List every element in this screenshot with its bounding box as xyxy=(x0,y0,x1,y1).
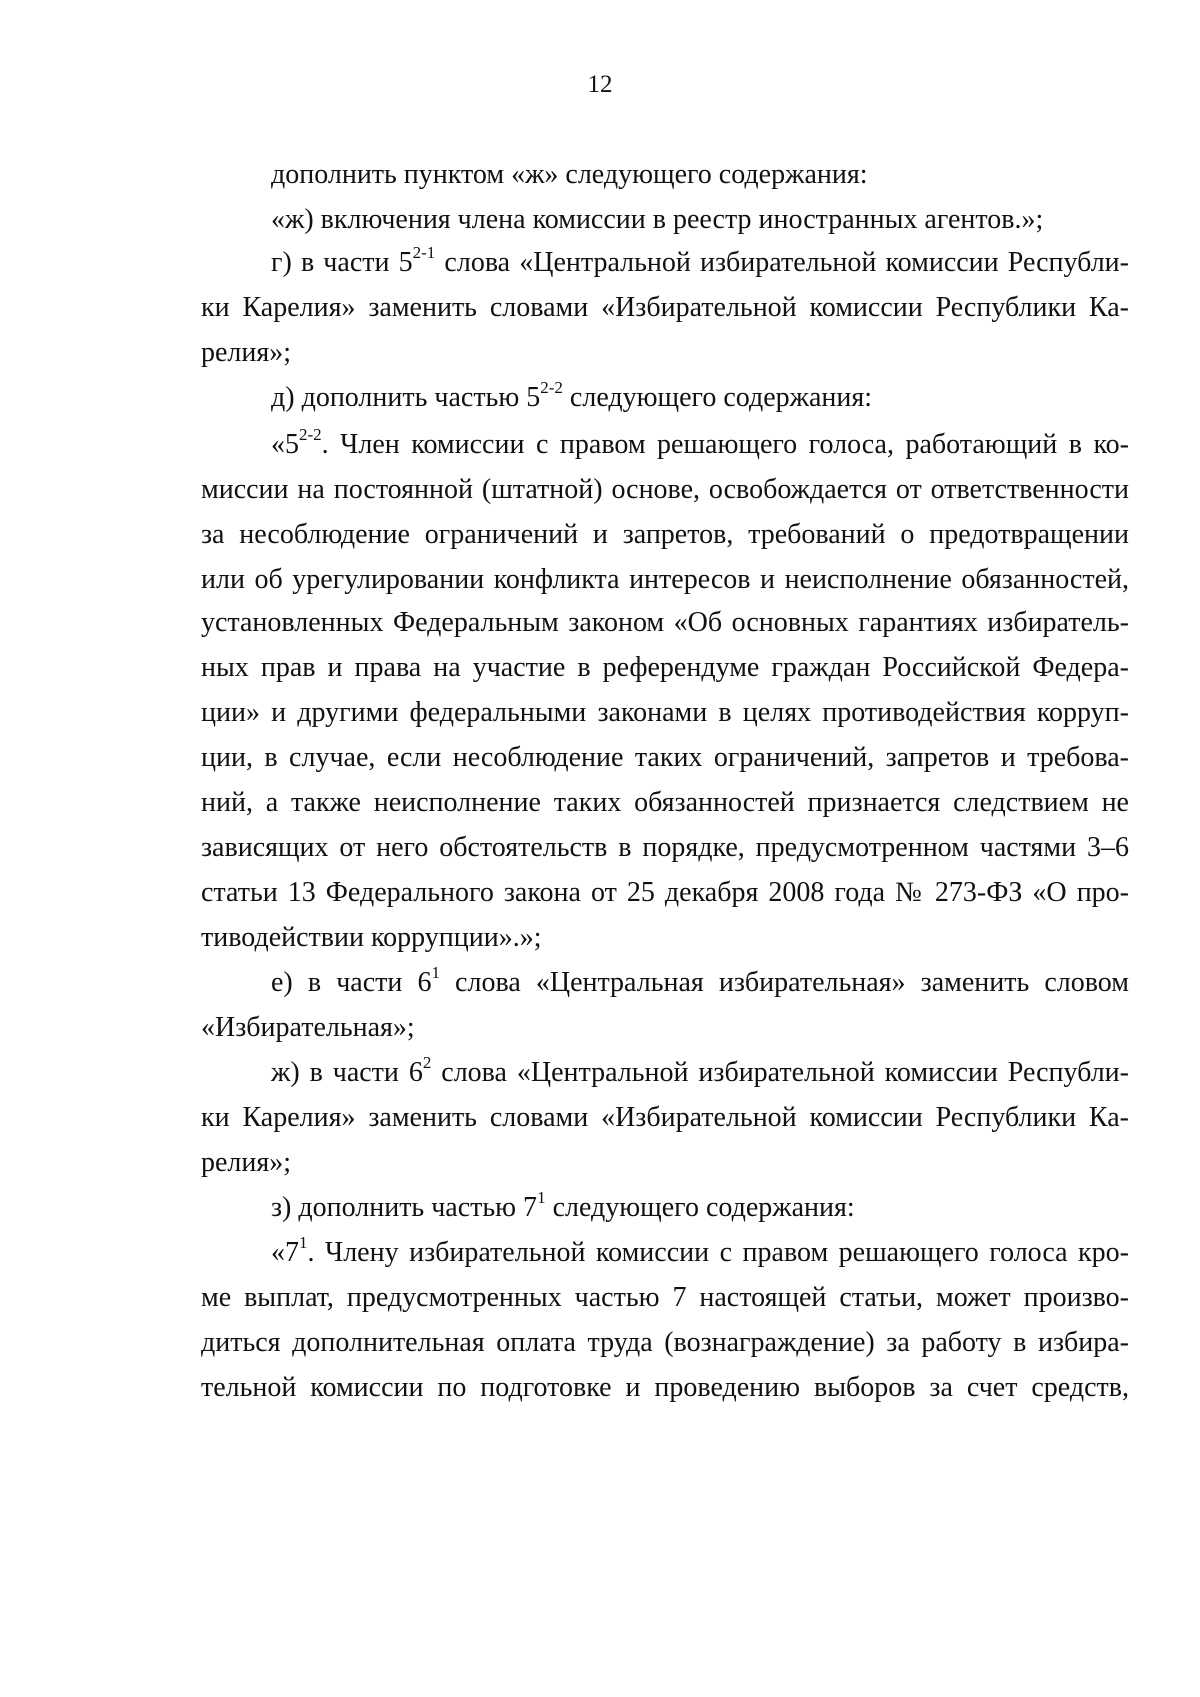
text-line xyxy=(271,425,1129,465)
text-run: ме выплат, предусмотренных частью 7 настоящей статьи, может произво- xyxy=(201,1282,1129,1313)
text-run: ки Карелия» заменить словами «Избирательной комиссии Республики Ка- xyxy=(201,1102,1129,1133)
text-line xyxy=(201,603,1129,643)
text-run: тельной комиссии по подготовке и проведению выборов за счет средств, xyxy=(201,1372,1129,1403)
text-line xyxy=(201,1143,1129,1183)
superscript: 2-1 xyxy=(412,242,436,262)
text-line xyxy=(201,918,1129,958)
text-line xyxy=(201,738,1129,778)
text-line xyxy=(271,200,1129,240)
text-run: следующего содержания: xyxy=(545,1192,855,1223)
text-run: ж) в части 6 xyxy=(271,1057,423,1088)
text-line xyxy=(201,648,1129,688)
text-run: д) дополнить частью 5 xyxy=(271,382,541,413)
text-run: статьи 13 Федерального закона от 25 декабря 2008 года № 273-ФЗ «О про- xyxy=(201,877,1129,908)
superscript: 1 xyxy=(431,962,440,982)
text-run: «7 xyxy=(271,1237,299,1268)
text-line xyxy=(201,693,1129,733)
text-run: г) в части 5 xyxy=(271,247,413,278)
superscript: 1 xyxy=(537,1187,546,1207)
text-run: ных прав и права на участие в референдуме граждан Российской Федера- xyxy=(201,652,1129,683)
text-run: установленных Федеральным законом «Об основных гарантиях избиратель- xyxy=(201,607,1129,638)
text-line xyxy=(201,288,1129,328)
text-line xyxy=(201,1008,1129,1048)
text-line xyxy=(201,1368,1129,1408)
superscript: 2 xyxy=(422,1052,432,1072)
superscript: 1 xyxy=(299,1232,308,1252)
text-run: ний, а также неисполнение таких обязанностей признается следствием не xyxy=(201,787,1129,818)
text-line xyxy=(271,243,1129,283)
text-run: з) дополнить частью 7 xyxy=(271,1192,538,1223)
text-run: следующего содержания: xyxy=(562,382,873,413)
text-run: диться дополнительная оплата труда (вознаграждение) за работу в избира- xyxy=(201,1327,1129,1358)
text-line xyxy=(201,470,1129,510)
superscript: 2-2 xyxy=(299,424,322,444)
superscript: 2-2 xyxy=(540,377,563,397)
text-line xyxy=(201,515,1129,555)
text-run: «5 xyxy=(271,429,299,460)
text-run: зависящих от него обстоятельств в порядке, предусмотренном частями 3–6 xyxy=(201,832,1129,863)
text-run: ции, в случае, если несоблюдение таких ограничений, запретов и требова- xyxy=(201,742,1129,773)
text-run: дополнить пунктом «ж» следующего содержания: xyxy=(271,159,868,190)
text-run: релия»; xyxy=(201,337,292,368)
text-run: . Член комиссии с правом решающего голоса, работающий в ко- xyxy=(321,429,1129,460)
text-run: слова «Центральной избирательной комиссии Республи- xyxy=(431,1057,1129,1088)
text-run: ции» и другими федеральными законами в целях противодействия корруп- xyxy=(201,697,1129,728)
text-line xyxy=(201,560,1129,600)
text-line xyxy=(201,1278,1129,1318)
text-run: за несоблюдение ограничений и запретов, требований о предотвращении xyxy=(201,519,1129,550)
text-line xyxy=(201,1098,1129,1138)
text-run: «ж) включения члена комиссии в реестр иностранных агентов.»; xyxy=(271,204,1044,235)
text-run: е) в части 6 xyxy=(271,967,432,998)
text-run: тиводействии коррупции».»; xyxy=(201,922,542,953)
text-line xyxy=(271,1053,1129,1093)
text-line xyxy=(201,333,1129,373)
text-run: «Избирательная»; xyxy=(201,1012,415,1043)
text-line xyxy=(201,828,1129,868)
text-run: или об урегулировании конфликта интересов и неисполнение обязанностей, xyxy=(201,564,1129,595)
text-run: ки Карелия» заменить словами «Избирательной комиссии Республики Ка- xyxy=(201,292,1129,323)
text-line xyxy=(271,963,1129,1003)
text-line xyxy=(271,1188,1129,1228)
text-line xyxy=(271,155,1129,195)
text-run: релия»; xyxy=(201,1147,292,1178)
text-line xyxy=(271,1233,1129,1273)
text-line xyxy=(201,873,1129,913)
text-line xyxy=(271,378,1129,418)
text-run: миссии на постоянной (штатной) основе, освобождается от ответственности xyxy=(201,474,1129,505)
text-line xyxy=(201,1323,1129,1363)
text-run: слова «Центральная избирательная» заменить словом xyxy=(439,967,1129,998)
page-number: 12 xyxy=(587,71,613,98)
text-run: . Члену избирательной комиссии с правом решающего голоса кро- xyxy=(307,1237,1129,1268)
text-line xyxy=(201,783,1129,823)
text-run: слова «Центральной избирательной комиссии Республи- xyxy=(435,247,1129,278)
